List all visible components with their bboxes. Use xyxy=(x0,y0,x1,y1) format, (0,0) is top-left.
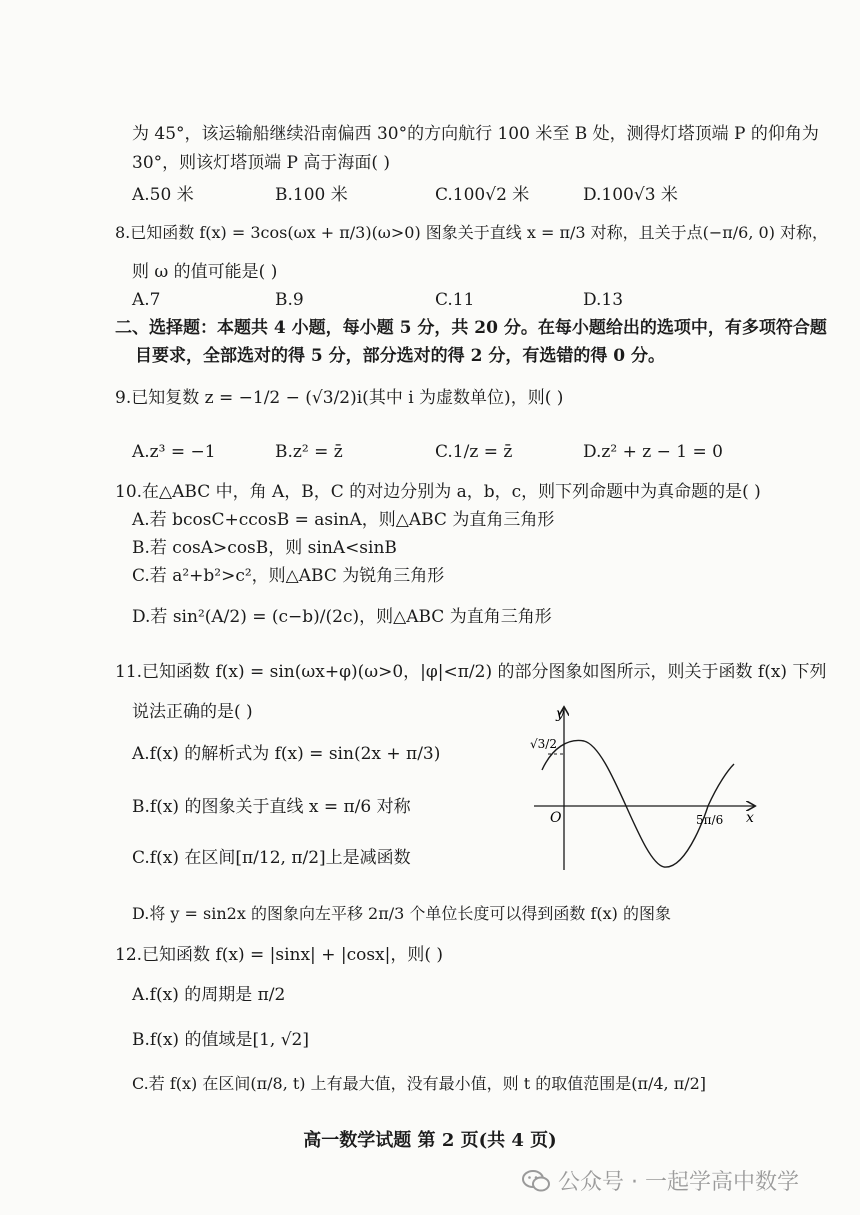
q11-line-2: 说法正确的是( ) xyxy=(132,702,253,722)
q10-option-a: A.若 bcosC+ccosB = asinA，则△ABC 为直角三角形 xyxy=(132,510,555,530)
graph-y-value-label: √3/2 xyxy=(530,737,557,751)
q8-line-2: 则 ω 的值可能是( ) xyxy=(132,262,278,282)
q11-option-b: B.f(x) 的图象关于直线 x = π/6 对称 xyxy=(132,797,411,817)
q7-line-2: 30°，则该灯塔顶端 P 高于海面( ) xyxy=(132,153,391,173)
q9-option-d: D.z² + z − 1 = 0 xyxy=(583,442,723,462)
q9-option-c: C.1/z = z̄ xyxy=(435,442,513,462)
q7-option-a: A.50 米 xyxy=(132,185,194,205)
graph-x-value-label: 5π/6 xyxy=(696,813,724,827)
watermark xyxy=(522,1165,799,1196)
q8-line-1: 8.已知函数 f(x) = 3cos(ωx + π/3)(ω>0) 图象关于直线 x = π/3 对称，且关于点(−π/6, 0) 对称， xyxy=(115,223,829,242)
q7-option-d: D.100√3 米 xyxy=(583,185,678,205)
watermark-text: 公众号 · 一起学高中数学 xyxy=(558,1170,799,1195)
q10-option-d: D.若 sin²(A/2) = (c−b)/(2c)，则△ABC 为直角三角形 xyxy=(132,607,552,627)
q9-option-b: B.z² = z̄ xyxy=(275,442,343,462)
q8-option-d: D.13 xyxy=(583,290,624,310)
graph-curve xyxy=(542,740,734,867)
graph-origin-label: O xyxy=(550,810,562,826)
q10-option-c: C.若 a²+b²>c²，则△ABC 为锐角三角形 xyxy=(132,566,445,586)
q12-option-a: A.f(x) 的周期是 π/2 xyxy=(132,985,286,1005)
q11-option-c: C.f(x) 在区间[π/12, π/2]上是减函数 xyxy=(132,848,411,868)
q7-line-1: 为 45°，该运输船继续沿南偏西 30°的方向航行 100 米至 B 处，测得灯塔顶端 P 的仰角为 xyxy=(132,124,819,144)
wechat-icon xyxy=(522,1169,550,1193)
q7-option-c: C.100√2 米 xyxy=(435,185,530,205)
q12-option-c: C.若 f(x) 在区间(π/8, t) 上有最大值，没有最小值，则 t 的取值范围是(π/4, π/2] xyxy=(132,1074,707,1093)
graph-x-label: x xyxy=(746,810,754,826)
q8-option-c: C.11 xyxy=(435,290,475,310)
q7-option-b: B.100 米 xyxy=(275,185,348,205)
section-2-heading: 二、选择题：本题共 4 小题，每小题 5 分，共 20 分。在每小题给出的选项中，有多项符合题 xyxy=(115,318,827,338)
graph-y-label: y xyxy=(556,706,564,722)
q8-option-a: A.7 xyxy=(132,290,161,310)
q12-stem: 12.已知函数 f(x) = |sinx| + |cosx|，则( ) xyxy=(115,945,444,965)
q9-stem: 9.已知复数 z = −1/2 − (√3/2)i(其中 i 为虚数单位)，则( ) xyxy=(115,388,564,408)
q9-option-a: A.z³ = −1 xyxy=(132,442,216,462)
q12-option-b: B.f(x) 的值域是[1, √2] xyxy=(132,1030,309,1050)
q10-stem: 10.在△ABC 中，角 A，B，C 的对边分别为 a，b，c，则下列命题中为真命题的是( ) xyxy=(115,482,761,502)
q11-line-1: 11.已知函数 f(x) = sin(ωx+φ)(ω>0，|φ|<π/2) 的部分图象如图所示，则关于函数 f(x) 下列 xyxy=(115,662,827,682)
q8-option-b: B.9 xyxy=(275,290,304,310)
q11-option-a: A.f(x) 的解析式为 f(x) = sin(2x + π/3) xyxy=(132,744,441,764)
q11-function-graph xyxy=(528,704,760,874)
q10-option-b: B.若 cosA>cosB，则 sinA<sinB xyxy=(132,538,397,558)
page-footer: 高一数学试题 第 2 页(共 4 页) xyxy=(303,1130,557,1151)
section-2-heading-cont: 目要求，全部选对的得 5 分，部分选对的得 2 分，有选错的得 0 分。 xyxy=(135,346,665,366)
q11-option-d: D.将 y = sin2x 的图象向左平移 2π/3 个单位长度可以得到函数 f(x) 的图象 xyxy=(132,904,672,923)
